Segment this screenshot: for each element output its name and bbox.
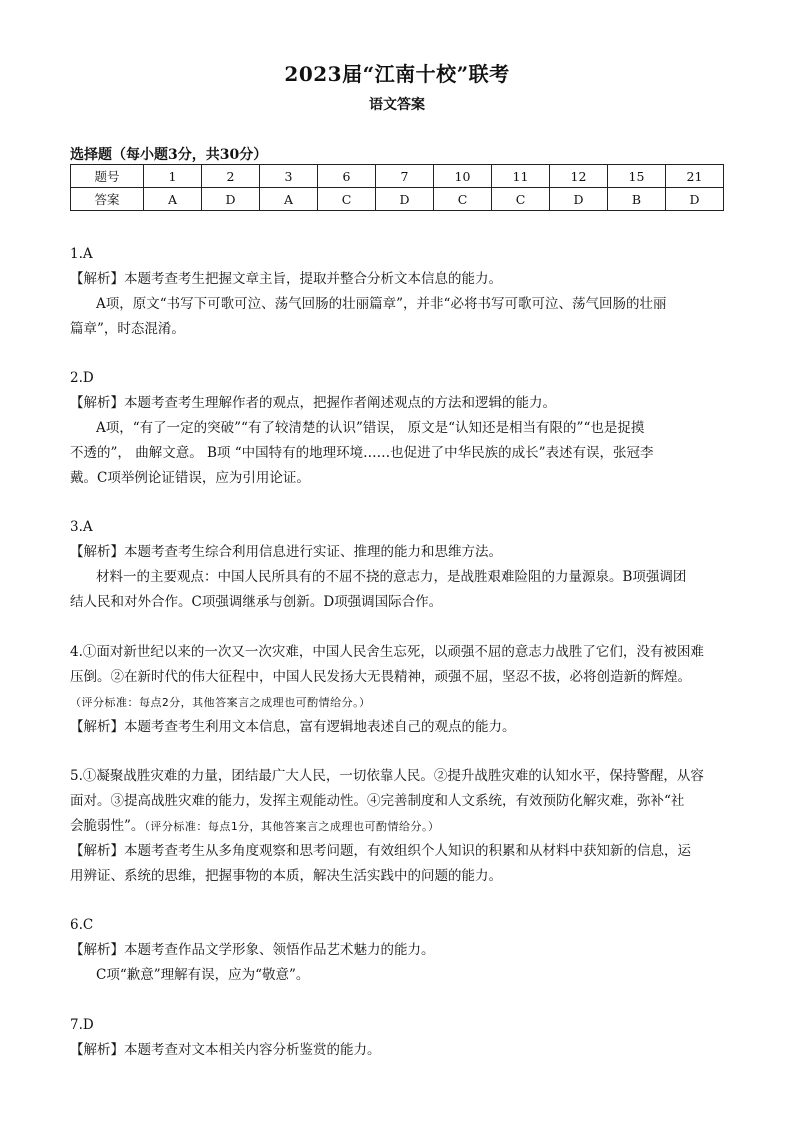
table-cell: 21 xyxy=(666,165,724,188)
table-cell: D xyxy=(202,188,260,211)
page-subtitle: 语文答案 xyxy=(369,97,425,113)
explanation-line: A项，“有了一定的突破”“有了较清楚的认识”错误， 原文是“认知还是相当有限的”“也是捉摸 xyxy=(96,420,645,436)
explanation-line: 不透的”， 曲解文意。 B项 “中国特有的地理环境……也促进了中华民族的成长”表述有误，张冠李 xyxy=(70,445,654,461)
table-cell: 3 xyxy=(260,165,318,188)
question-7-block xyxy=(70,1013,730,1063)
table-row-answers xyxy=(71,188,724,211)
analysis-text: 【解析】本题考查考生利用文本信息，富有逻辑地表述自己的观点的能力。 xyxy=(70,719,516,735)
explanation-line: 戴。C项举例论证错误，应为引用论证。 xyxy=(70,470,310,486)
page-title: 2023届“江南十校”联考 xyxy=(284,62,510,86)
explanation-line: 结人民和对外合作。C项强调继承与创新。D项强调国际合作。 xyxy=(70,594,443,610)
analysis-text: 【解析】本题考查考生把握文章主旨，提取并整合分析文本信息的能力。 xyxy=(70,271,502,287)
table-cell: 答案 xyxy=(71,188,144,211)
table-cell: C xyxy=(492,188,550,211)
answer-line-end: 会脆弱性”。 xyxy=(70,818,145,834)
table-cell: D xyxy=(376,188,434,211)
question-number: 2.D xyxy=(70,370,94,386)
table-cell: 10 xyxy=(434,165,492,188)
explanation-line: C项“歉意”理解有误，应为“敬意”。 xyxy=(96,967,310,983)
question-4-block xyxy=(70,640,730,740)
table-cell: B xyxy=(608,188,666,211)
table-cell: 2 xyxy=(202,165,260,188)
table-cell: C xyxy=(434,188,492,211)
answer-line: 压倒。②在新时代的伟大征程中，中国人民发扬大无畏精神，顽强不屈，坚忍不拔，必将创造新的辉煌。 xyxy=(70,669,691,685)
question-number: 7.D xyxy=(70,1017,94,1033)
scoring-note: （评分标准：每点1分，其他答案言之成理也可酌情给分。） xyxy=(144,820,440,833)
choice-section-title: 选择题（每小题3分，共30分） xyxy=(70,147,268,163)
question-6-block xyxy=(70,913,730,988)
question-number: 6.C xyxy=(70,917,94,933)
table-cell: 15 xyxy=(608,165,666,188)
explanation-line: 篇章”，时态混淆。 xyxy=(70,321,185,337)
table-cell: A xyxy=(144,188,202,211)
question-number: 3.A xyxy=(70,519,93,535)
analysis-text: 【解析】本题考查考生从多角度观察和思考问题，有效组织个人知识的积累和从材料中获知新的信息，运 xyxy=(70,843,691,859)
table-cell: C xyxy=(318,188,376,211)
question-1-block xyxy=(70,242,730,342)
explanation-line: 材料一的主要观点：中国人民所具有的不屈不挠的意志力，是战胜艰难险阻的力量源泉。B项强调团 xyxy=(96,569,687,585)
question-5-block xyxy=(70,764,730,889)
question-number: 1.A xyxy=(70,246,93,262)
question-2-block xyxy=(70,366,730,491)
table-row-question-numbers xyxy=(71,165,724,188)
table-cell: 1 xyxy=(144,165,202,188)
table-cell: 6 xyxy=(318,165,376,188)
answer-table xyxy=(70,164,724,211)
scoring-note: （评分标准：每点2分，其他答案言之成理也可酌情给分。） xyxy=(70,696,371,709)
analysis-text: 【解析】本题考查作品文学形象、领悟作品艺术魅力的能力。 xyxy=(70,942,435,958)
analysis-text: 【解析】本题考查考生综合利用信息进行实证、推理的能力和思维方法。 xyxy=(70,544,502,560)
table-cell: 题号 xyxy=(71,165,144,188)
table-cell: D xyxy=(550,188,608,211)
answer-line: 4.①面对新世纪以来的一次又一次灾难，中国人民舍生忘死，以顽强不屈的意志力战胜了它们，没有被困难 xyxy=(70,644,704,660)
explanation-line: A项，原文“书写下可歌可泣、荡气回肠的壮丽篇章”，并非“必将书写可歌可泣、荡气回肠的壮丽 xyxy=(96,296,667,312)
table-cell: A xyxy=(260,188,318,211)
answer-line xyxy=(70,814,730,839)
answer-line: 面对。③提高战胜灾难的能力，发挥主观能动性。④完善制度和人文系统，有效预防化解灾难，弥补“社 xyxy=(70,793,685,809)
table-cell: D xyxy=(666,188,724,211)
answer-line: 5.①凝聚战胜灾难的力量，团结最广大人民，一切依靠人民。②提升战胜灾难的认知水平，保持警醒，从容 xyxy=(70,768,704,784)
table-cell: 11 xyxy=(492,165,550,188)
analysis-text: 用辨证、系统的思维，把握事物的本质，解决生活实践中的问题的能力。 xyxy=(70,868,502,884)
analysis-text: 【解析】本题考查考生理解作者的观点，把握作者阐述观点的方法和逻辑的能力。 xyxy=(70,395,556,411)
table-cell: 7 xyxy=(376,165,434,188)
question-3-block xyxy=(70,515,730,615)
analysis-text: 【解析】本题考查对文本相关内容分析鉴赏的能力。 xyxy=(70,1042,381,1058)
table-cell: 12 xyxy=(550,165,608,188)
